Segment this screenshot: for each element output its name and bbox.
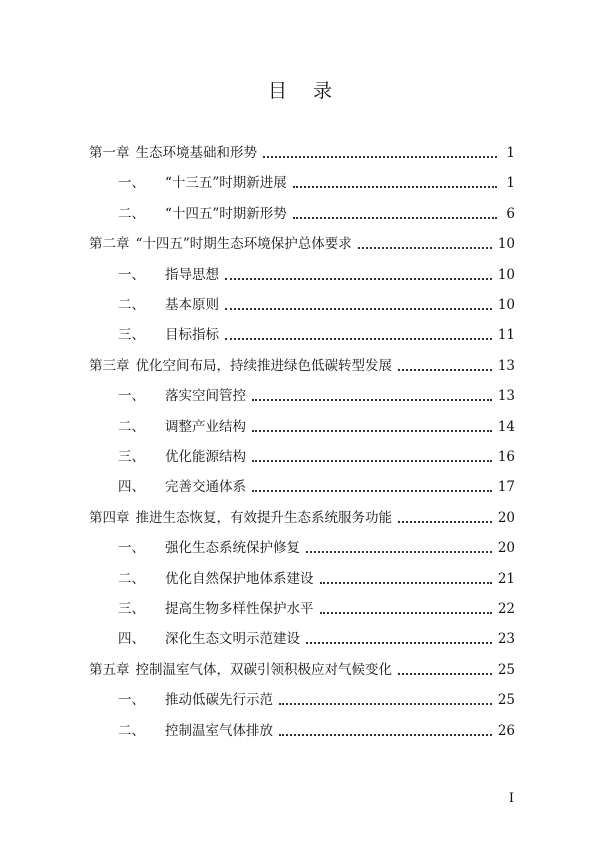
toc-section-entry[interactable]	[118, 477, 515, 497]
toc-entry-title: 生态环境基础和形势	[135, 145, 257, 161]
toc-section-entry[interactable]	[118, 265, 515, 285]
toc-entry-number: 二、	[118, 418, 145, 435]
toc-entry-title: 目标指标	[165, 327, 219, 344]
toc-entry-title: 调整产业结构	[165, 418, 246, 435]
toc-entry-page: 22	[497, 601, 515, 617]
toc-entry-page: 21	[497, 570, 515, 587]
toc-section-entry[interactable]	[118, 173, 515, 193]
toc-entry-number: 第二章	[89, 236, 130, 253]
toc-entry-number: 二、	[118, 722, 145, 739]
toc-entry-number: 四、	[118, 631, 145, 648]
toc-dot-leader	[306, 551, 492, 553]
page-title: 目 录	[267, 80, 343, 102]
toc-section-entry[interactable]	[118, 386, 515, 406]
toc-section-entry[interactable]	[118, 447, 515, 467]
toc-dot-leader	[398, 673, 492, 675]
toc-entry-number: 一、	[118, 266, 145, 283]
toc-section-entry[interactable]	[118, 204, 515, 224]
toc-entry-page: 10	[497, 297, 515, 313]
toc-entry-number: 一、	[118, 175, 145, 192]
toc-dot-leader	[252, 430, 492, 432]
toc-entry-number: 第五章	[89, 661, 130, 678]
toc-section-entry[interactable]	[118, 569, 515, 589]
toc-entry-title: “十三五”时期新进展	[165, 175, 287, 192]
toc-entry-page: 10	[497, 266, 515, 283]
toc-dot-leader	[225, 278, 492, 280]
toc-entry-title: 推动低碳先行示范	[165, 692, 273, 709]
toc-entry-number: 第四章	[89, 509, 130, 526]
toc-section-entry[interactable]	[118, 629, 515, 649]
toc-entry-number: 三、	[118, 449, 145, 465]
toc-entry-page: 26	[497, 722, 515, 739]
toc-dot-leader	[279, 734, 492, 736]
toc-entry-title: 强化生态系统保护修复	[165, 540, 300, 557]
toc-dot-leader	[263, 156, 497, 158]
toc-entry-title: 优化自然保护地体系建设	[165, 570, 314, 587]
toc-entry-number: 二、	[118, 297, 145, 313]
toc-entry-number: 三、	[118, 327, 145, 344]
toc-dot-leader	[320, 612, 492, 614]
toc-entry-page: 13	[497, 388, 515, 405]
toc-dot-leader	[293, 186, 497, 188]
toc-entry-page: 16	[497, 449, 515, 465]
toc-chapter-entry[interactable]	[89, 508, 515, 528]
toc-entry-page: 14	[497, 418, 515, 435]
toc-entry-number: 第一章	[89, 145, 130, 161]
toc-entry-page: 25	[497, 661, 515, 678]
toc-entry-page: 10	[497, 236, 515, 253]
toc-section-entry[interactable]	[118, 538, 515, 558]
toc-entry-title: 优化能源结构	[165, 449, 246, 465]
toc-entry-number: 一、	[118, 540, 145, 557]
toc-entry-number: 二、	[118, 205, 145, 222]
toc-entry-title: 深化生态文明示范建设	[165, 631, 300, 648]
toc-chapter-entry[interactable]	[89, 660, 515, 680]
toc-entry-page: 6	[506, 205, 515, 222]
toc-entry-page: 17	[497, 479, 515, 496]
toc-entry-title: 控制温室气体，双碳引领积极应对气候变化	[135, 661, 392, 678]
toc-chapter-entry[interactable]	[89, 356, 515, 376]
toc-entry-page: 13	[497, 357, 515, 374]
toc-section-entry[interactable]	[118, 295, 515, 315]
toc-entry-title: 优化空间布局，持续推进绿色低碳转型发展	[135, 357, 392, 374]
toc-section-entry[interactable]	[118, 417, 515, 437]
toc-entry-number: 一、	[118, 692, 145, 709]
toc-section-entry[interactable]	[118, 325, 515, 345]
toc-entry-number: 三、	[118, 601, 145, 617]
toc-dot-leader	[279, 703, 492, 705]
toc-section-entry[interactable]	[118, 599, 515, 619]
toc-entry-page: 23	[497, 631, 515, 648]
toc-entry-title: 控制温室气体排放	[165, 722, 273, 739]
toc-dot-leader	[252, 399, 492, 401]
toc-dot-leader	[225, 308, 492, 310]
toc-entry-title: 推进生态恢复，有效提升生态系统服务功能	[135, 509, 392, 526]
toc-dot-leader	[252, 490, 492, 492]
toc-entry-page: 1	[506, 145, 515, 161]
toc-entry-number: 第三章	[89, 357, 130, 374]
toc-entry-title: 提高生物多样性保护水平	[165, 601, 314, 617]
toc-entry-title: 指导思想	[165, 266, 219, 283]
toc-dot-leader	[252, 460, 492, 462]
toc-section-entry[interactable]	[118, 721, 515, 741]
toc-dot-leader	[320, 582, 492, 584]
toc-entry-page: 25	[497, 692, 515, 709]
toc-chapter-entry[interactable]	[89, 143, 515, 163]
toc-entry-number: 二、	[118, 570, 145, 587]
toc-entry-page: 11	[497, 327, 515, 344]
toc-section-entry[interactable]	[118, 690, 515, 710]
toc-dot-leader	[293, 217, 497, 219]
toc-dot-leader	[398, 369, 492, 371]
toc-entry-number: 四、	[118, 479, 145, 496]
toc-entry-title: 落实空间管控	[165, 388, 246, 405]
page-number: I	[508, 791, 514, 806]
toc-entry-title: “十四五”时期新形势	[165, 205, 287, 222]
toc-entry-page: 1	[506, 175, 515, 192]
toc-dot-leader	[306, 642, 492, 644]
toc-entry-title: 基本原则	[165, 297, 219, 313]
toc-chapter-entry[interactable]	[89, 234, 515, 254]
toc-entry-page: 20	[497, 509, 515, 526]
toc-entry-page: 20	[497, 540, 515, 557]
toc-dot-leader	[398, 521, 492, 523]
toc-entry-number: 一、	[118, 388, 145, 405]
toc-entry-title: “十四五”时期生态环境保护总体要求	[135, 236, 352, 253]
toc-entry-title: 完善交通体系	[165, 479, 246, 496]
toc-dot-leader	[358, 247, 492, 249]
toc-dot-leader	[225, 338, 492, 340]
